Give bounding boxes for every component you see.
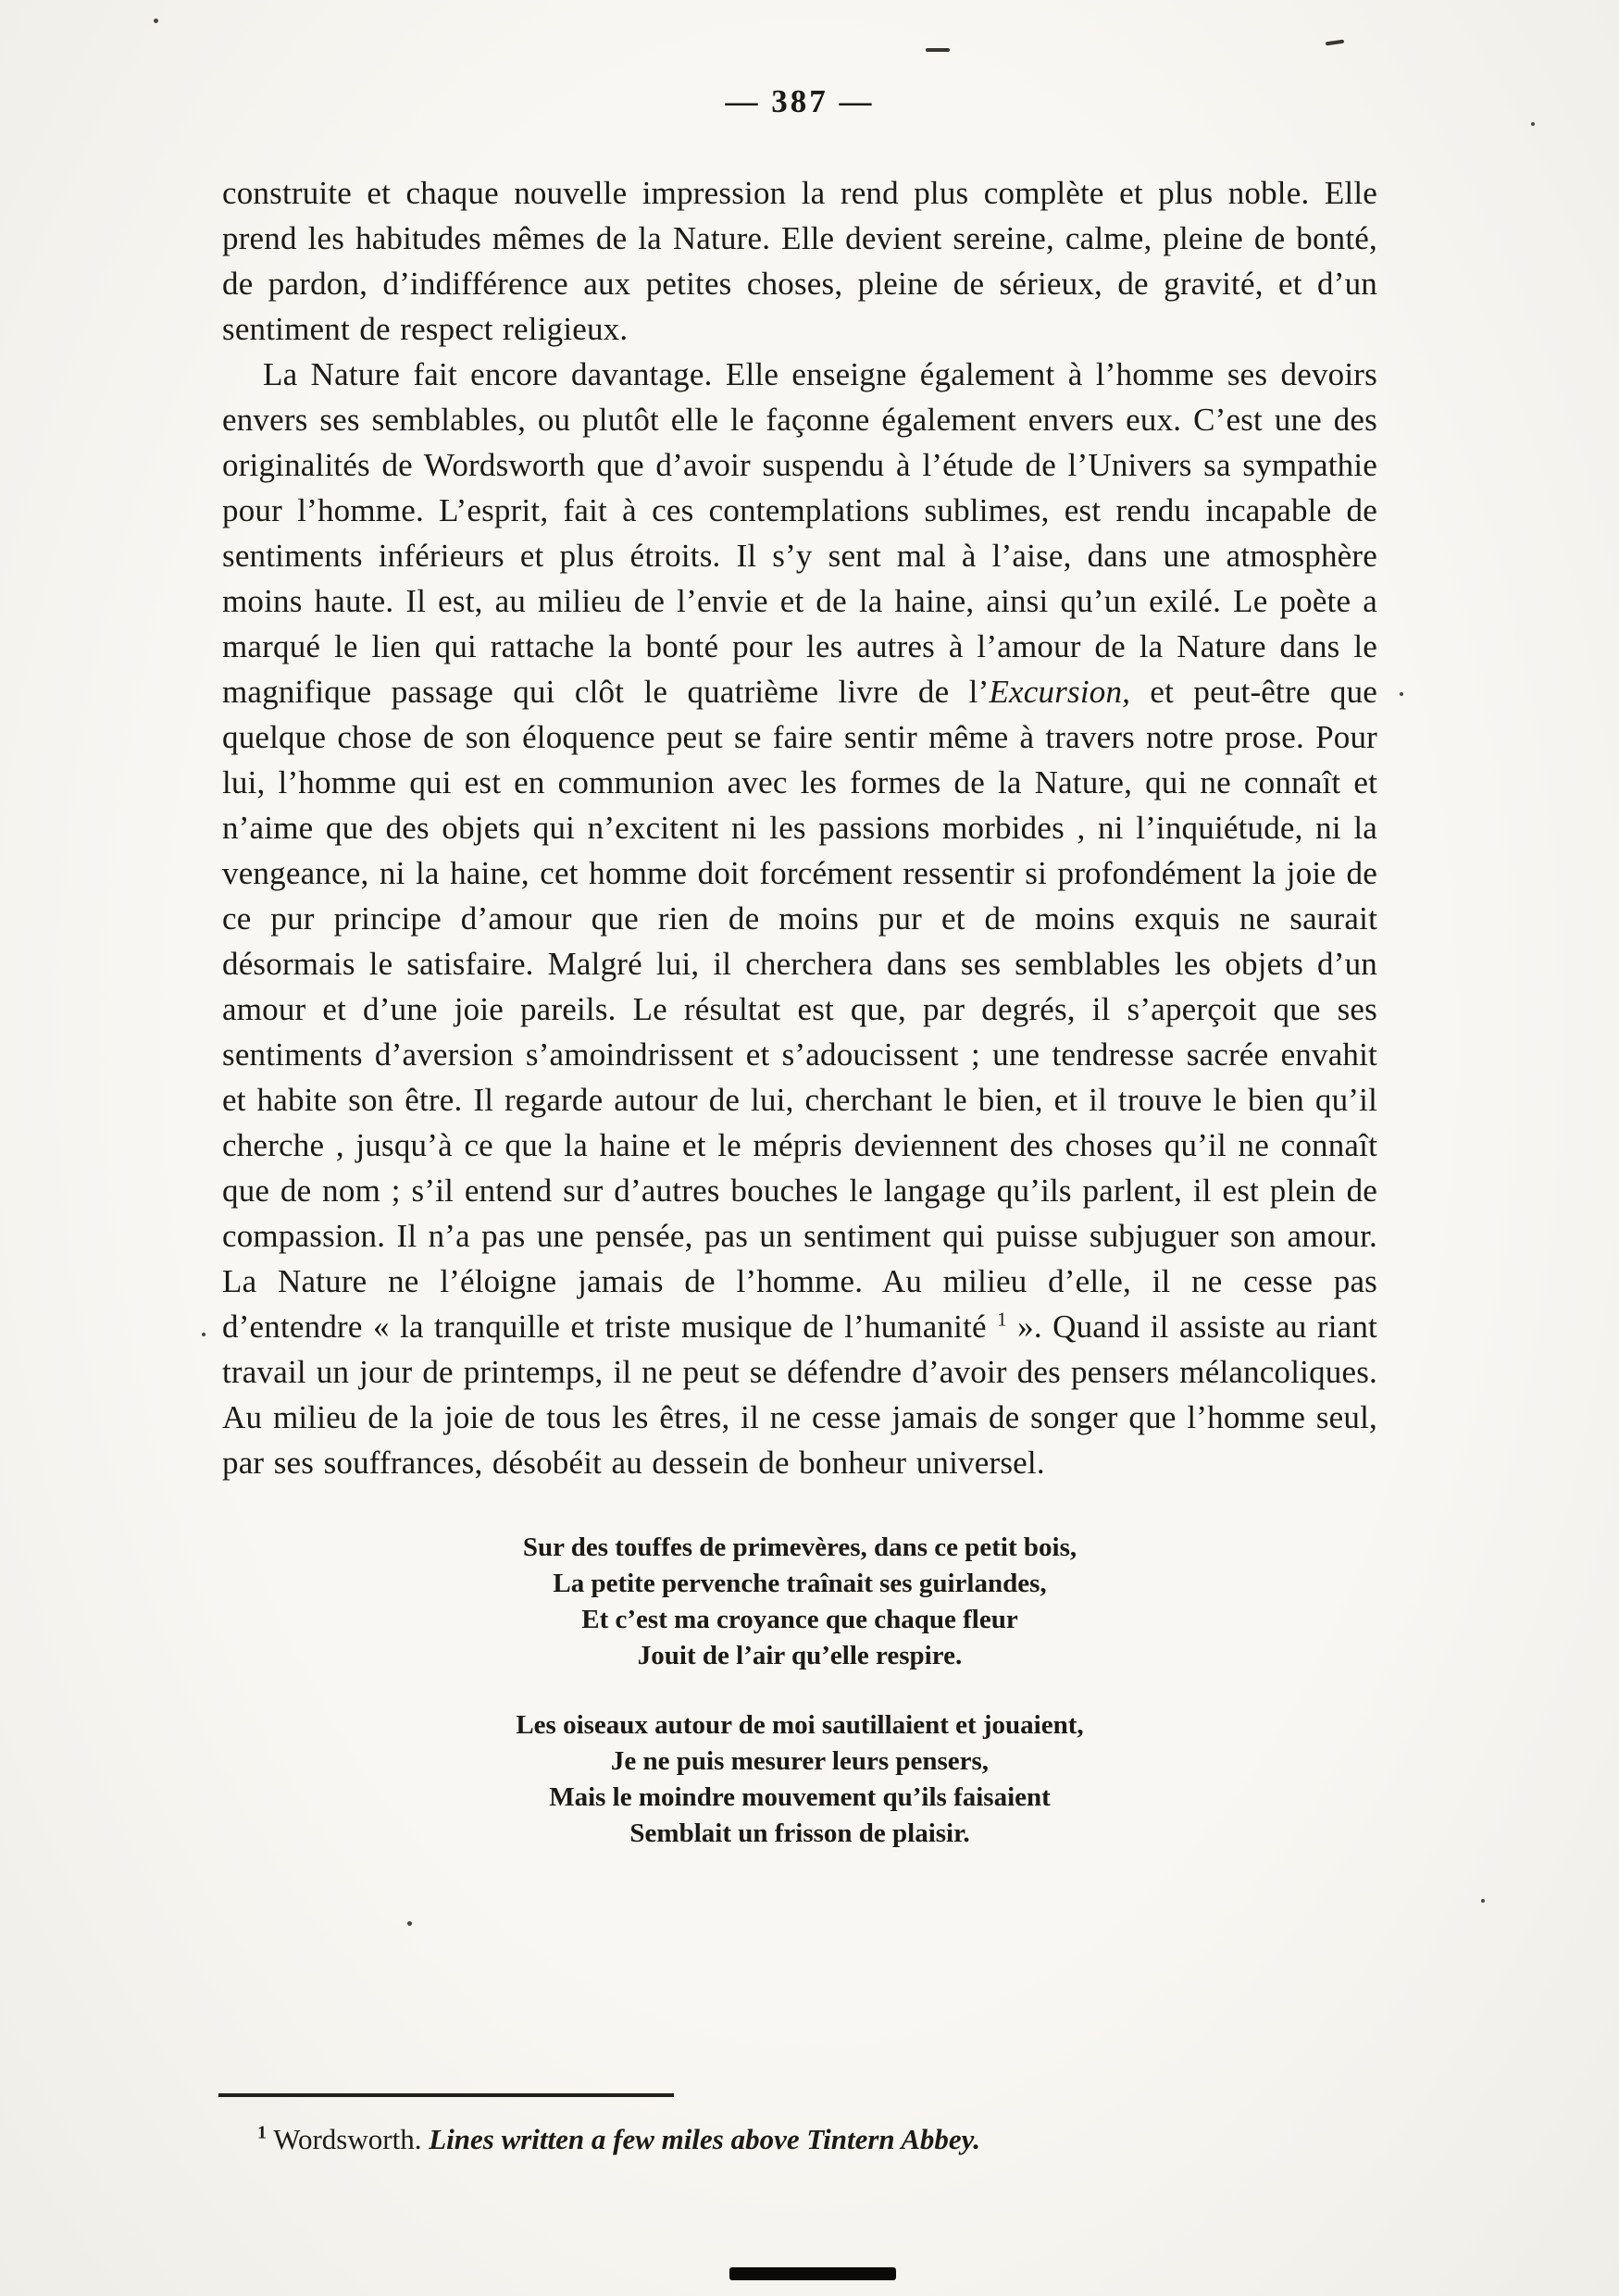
scan-speck	[1531, 122, 1535, 126]
scan-artifact-dash	[1326, 40, 1344, 46]
paragraph	[222, 352, 1377, 1485]
page-number: — 387 —	[725, 83, 875, 119]
poem	[222, 1530, 1377, 1852]
footnote-author: Wordsworth.	[273, 2123, 430, 2155]
poem-line: Je ne puis mesurer leurs pensers,	[610, 1746, 990, 1776]
paragraph-text: ». Quand il assiste au riant travail un jour de printemps, il ne peut se défendre d’avoir des pensers mélancoliques. Au milieu de la joie de tous les êtres, il ne cesse jamais de songer que l’homme seul, par ses souffrances, désobéit au dessein de bonheur universel.	[222, 1309, 1377, 1481]
paragraph-text: et peut-être que quelque chose de son éloquence peut se faire sentir même à travers notre prose. Pour lui, l’homme qui est en communion avec les formes de la Nature, qui ne connaît et n’aime que des objets qui n’excitent ni les passions morbides , ni l’inquiétude, ni la vengeance, ni la haine, cet homme doit forcément ressentir si profondément la joie de ce pur principe d’amour que rien de moins pur et de moins exquis ne saurait désormais le satisfaire. Malgré lui, il cherchera dans ses semblables les objets d’un amour et d’une joie pareils. Le résultat est que, par degrés, il s’aperçoit que ses sentiments d’aversion s’amoindrissent et s’adoucissent ; une tendresse sacrée envahit et habite son être. Il regarde autour de lui, cherchant le bien, et il trouve le bien qu’il cherche , jusqu’à ce que la haine et le mépris deviennent des choses qu’il ne connaît que de nom ; s’il entend sur d’autres bouches le langage qu’ils parlent, il est plein de compassion. Il n’a pas une pensée, pas un sentiment qui puisse subjuguer son amour. La Nature ne l’éloigne jamais de l’homme. Au milieu d’elle, il ne cesse pas d’entendre « la tranquille et triste musique de l’humanité	[222, 674, 1378, 1345]
footnote-reference: 1	[997, 1308, 1007, 1331]
footnote-rule	[218, 2093, 674, 2097]
scan-artifact-bar	[729, 2267, 896, 2280]
poem-line: Les oiseaux autour de moi sautillaient et jouaient,	[516, 1710, 1084, 1740]
scan-speck	[1400, 692, 1403, 696]
paragraph-text: La Nature fait encore davantage. Elle enseigne également à l’homme ses devoirs envers ses semblables, ou plutôt elle le façonne également envers eux. C’est une des originalités de Wordsworth que d’avoir suspendu à l’étude de l’Univers sa sympathie pour l’homme. L’esprit, fait à ces contemplations sublimes, est rendu incapable de sentiments inférieurs et plus étroits. Il s’y sent mal à l’aise, dans une atmosphère moins haute. Il est, au milieu de l’envie et de la haine, ainsi qu’un exilé. Le poète a marqué le lien qui rattache la bonté pour les autres à l’amour de la Nature dans le magnifique passage qui clôt le quatrième livre de l’	[222, 356, 1377, 710]
poem-line: La petite pervenche traînait ses guirlandes,	[553, 1569, 1047, 1598]
poem-line: Sur des touffes de primevères, dans ce petit bois,	[522, 1533, 1077, 1562]
footnote-area	[218, 2093, 1376, 2158]
scan-speck	[202, 1333, 205, 1336]
scan-speck	[407, 1921, 412, 1926]
paragraph	[222, 170, 1377, 352]
poem-line: Jouit de l’air qu’elle respire.	[637, 1641, 963, 1670]
poem-stanza-2	[222, 1707, 1377, 1852]
footnote	[218, 2121, 1376, 2158]
paragraph-text: construite et chaque nouvelle impression la rend plus complète et plus noble. Elle prend les habitudes mêmes de la Nature. Elle devient sereine, calme, pleine de bonté, de pardon, d’indifférence aux petites choses, pleine de sérieux, de gravité, et d’un sentiment de respect religieux.	[222, 175, 1377, 347]
footnote-work-title: Lines written a few miles above Tintern Abbey.	[429, 2123, 981, 2155]
poem-line: Et c’est ma croyance que chaque fleur	[581, 1605, 1018, 1634]
scan-speck	[1481, 1899, 1485, 1903]
poem-stanza-1	[222, 1530, 1377, 1674]
scan-artifact-dash	[926, 48, 950, 52]
poem-line: Semblait un frisson de plaisir.	[629, 1818, 970, 1848]
scan-speck	[154, 19, 158, 23]
footnote-marker: 1	[257, 2122, 267, 2143]
text-block	[222, 83, 1377, 1852]
poem-line: Mais le moindre mouvement qu’ils faisaient	[549, 1782, 1051, 1812]
italic-work-title: Excursion,	[989, 674, 1131, 710]
